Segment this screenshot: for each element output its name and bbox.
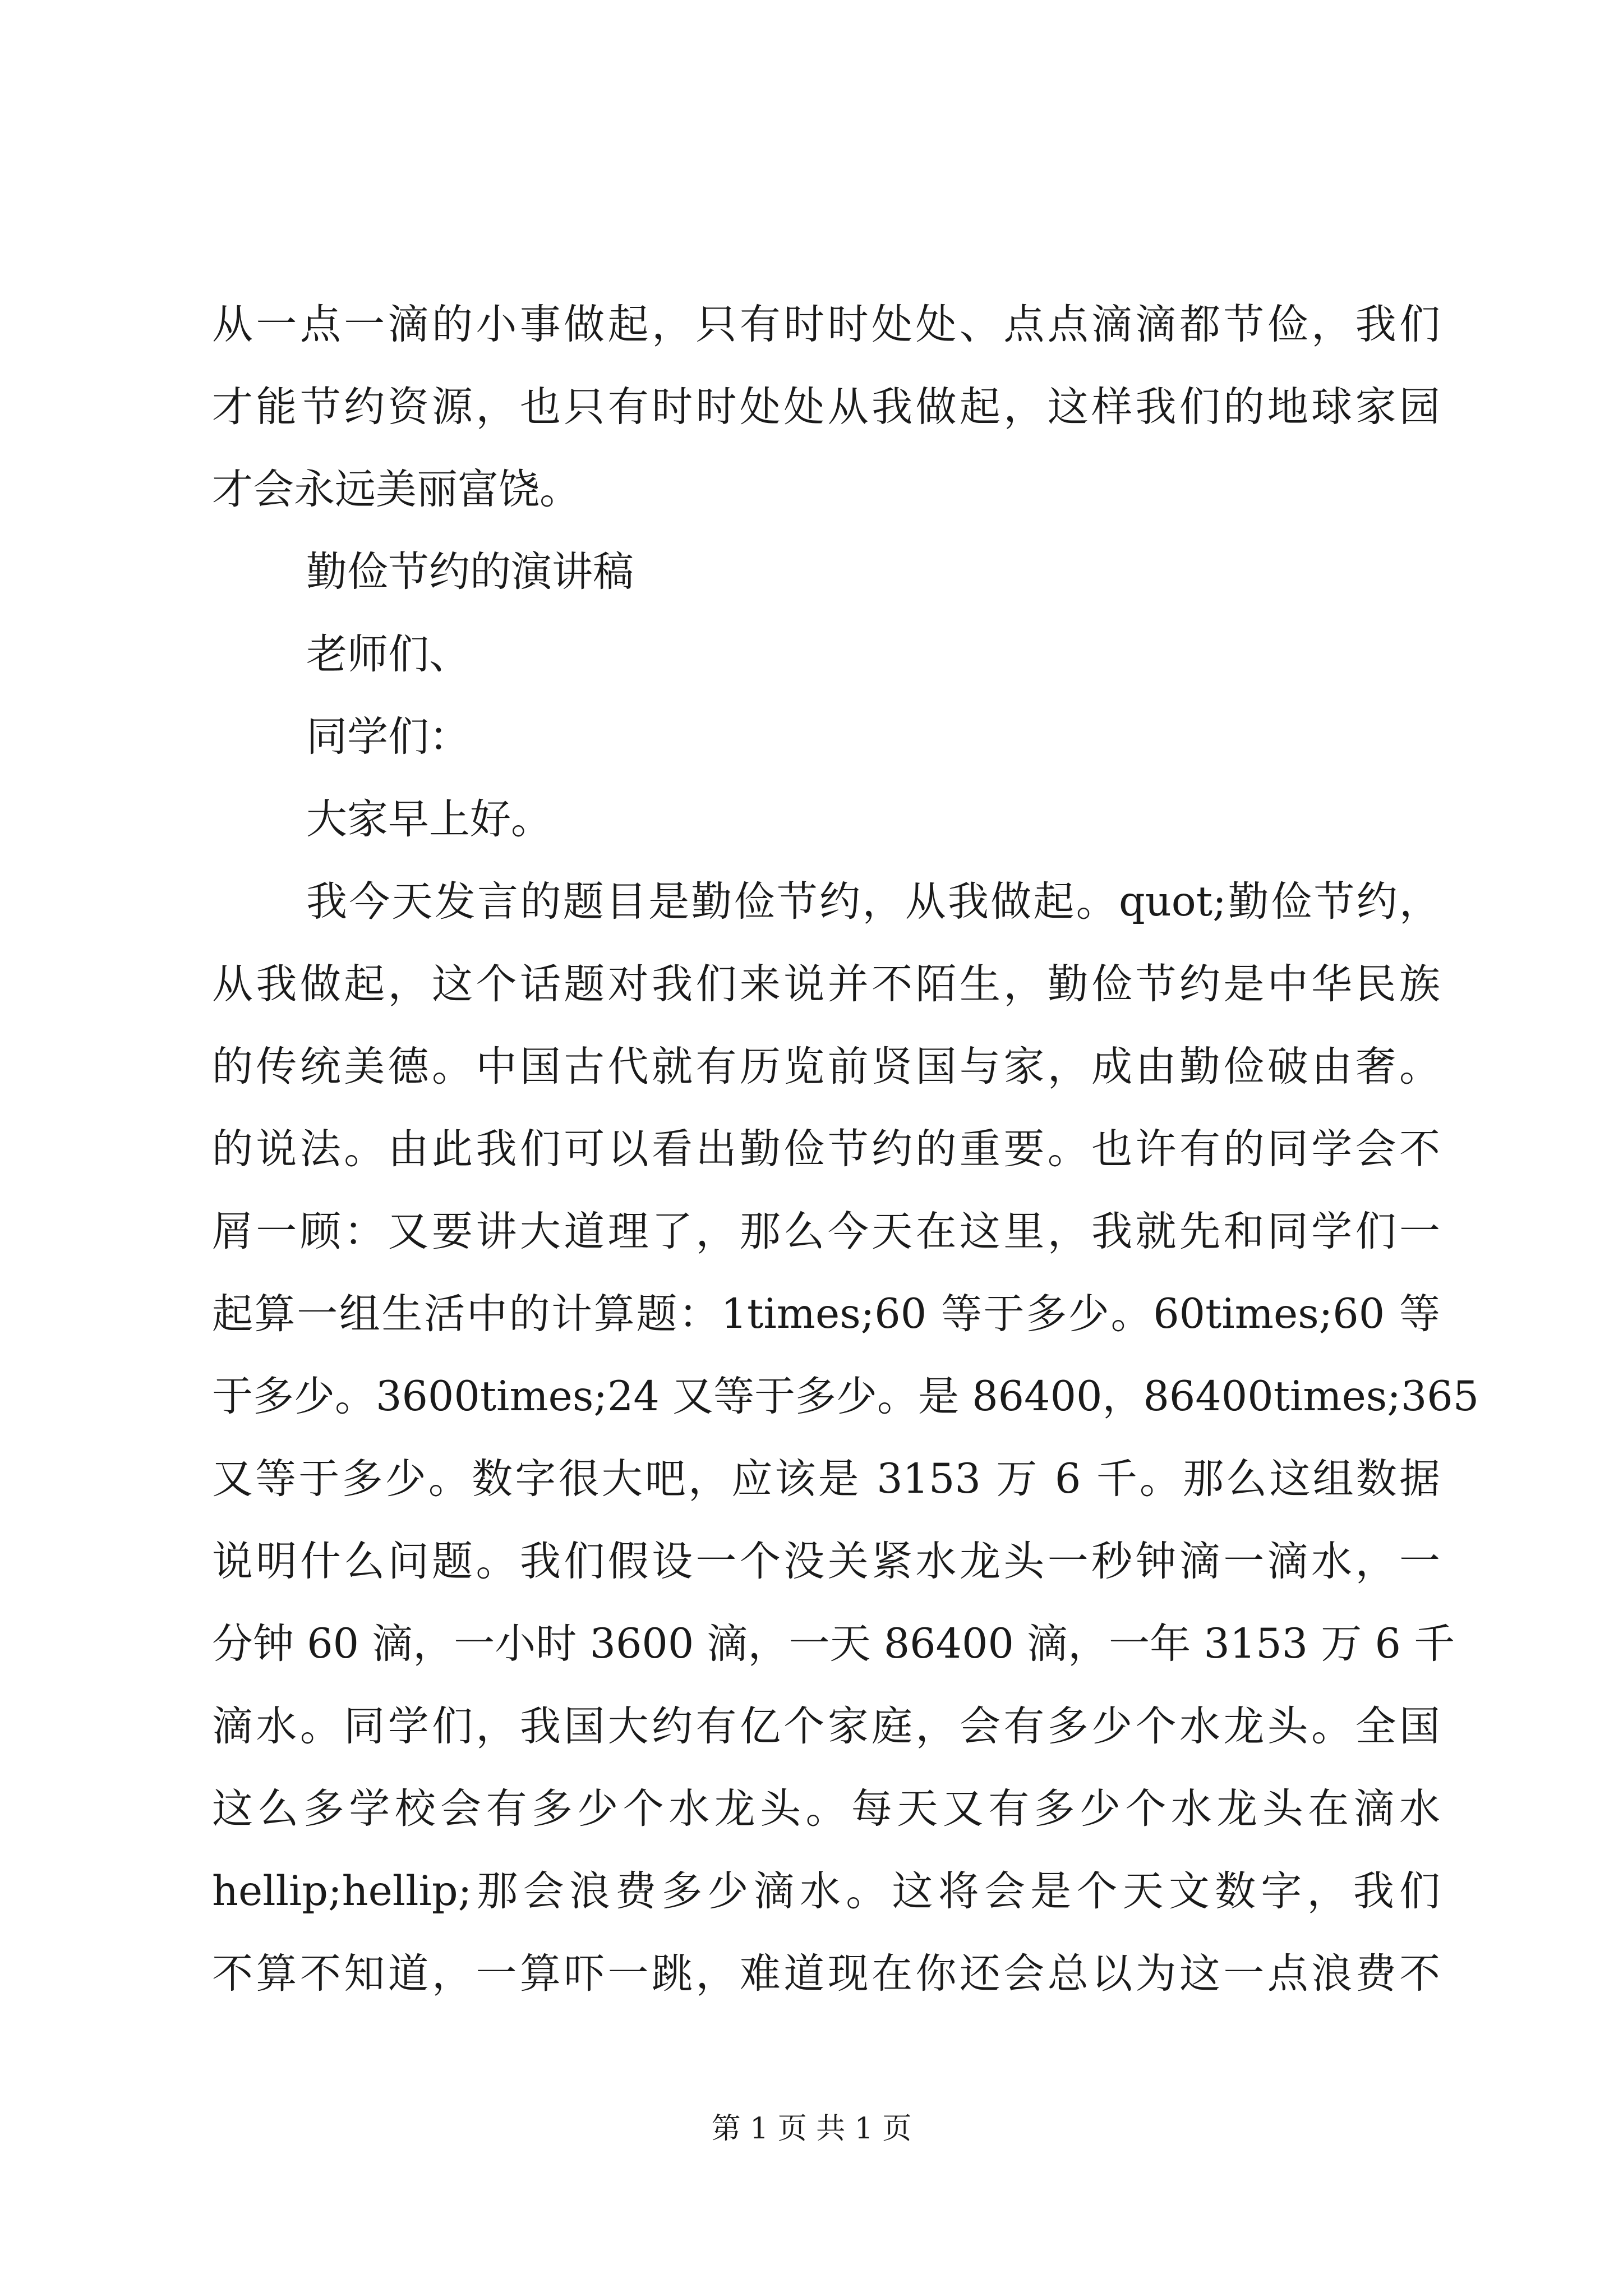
greeting-line: 大家早上好。 bbox=[306, 795, 552, 843]
body-line: 的说法。由此我们可以看出勤俭节约的重要。也许有的同学会不 bbox=[212, 1125, 1440, 1173]
body-line: 又等于多少。数字很大吧，应该是 3153 万 6 千。那么这组数据 bbox=[212, 1455, 1440, 1503]
body-line: 从一点一滴的小事做起，只有时时处处、点点滴滴都节俭，我们 bbox=[212, 301, 1440, 348]
body-line: 分钟 60 滴，一小时 3600 滴，一天 86400 滴，一年 3153 万 6 千 bbox=[212, 1620, 1455, 1668]
body-line: 这么多学校会有多少个水龙头。每天又有多少个水龙头在滴水 bbox=[212, 1785, 1440, 1833]
body-line: hellip;hellip;那会浪费多少滴水。这将会是个天文数字，我们 bbox=[212, 1867, 1440, 1915]
salutation-line: 同学们： bbox=[306, 713, 470, 761]
body-line: 不算不知道，一算吓一跳，难道现在你还会总以为这一点浪费不 bbox=[212, 1950, 1440, 1998]
body-line: 起算一组生活中的计算题：1times;60 等于多少。60times;60 等 bbox=[212, 1290, 1440, 1338]
body-line: 才能节约资源，也只有时时处处从我做起，这样我们的地球家园 bbox=[212, 383, 1440, 431]
body-line: 屑一顾：又要讲大道理了，那么今天在这里，我就先和同学们一 bbox=[212, 1208, 1440, 1255]
body-line: 的传统美德。中国古代就有历览前贤国与家，成由勤俭破由奢。 bbox=[212, 1043, 1440, 1091]
body-line: 于多少。3600times;24 又等于多少。是 86400，86400times;365 bbox=[212, 1373, 1479, 1420]
salutation-line: 老师们、 bbox=[306, 631, 470, 678]
page-number-label: 第 1 页 共 1 页 bbox=[711, 2112, 912, 2146]
body-line: 说明什么问题。我们假设一个没关紧水龙头一秒钟滴一滴水，一 bbox=[212, 1538, 1440, 1585]
body-line: 滴水。同学们，我国大约有亿个家庭，会有多少个水龙头。全国 bbox=[212, 1703, 1440, 1750]
document-body bbox=[212, 283, 1479, 2015]
speech-title: 勤俭节约的演讲稿 bbox=[306, 548, 634, 596]
page-footer bbox=[0, 2109, 1623, 2148]
body-line: 从我做起，这个话题对我们来说并不陌生，勤俭节约是中华民族 bbox=[212, 960, 1440, 1008]
body-line: 才会永远美丽富饶。 bbox=[212, 466, 580, 513]
paragraph-first-line: 我今天发言的题目是勤俭节约，从我做起。quot;勤俭节约， bbox=[306, 878, 1440, 926]
